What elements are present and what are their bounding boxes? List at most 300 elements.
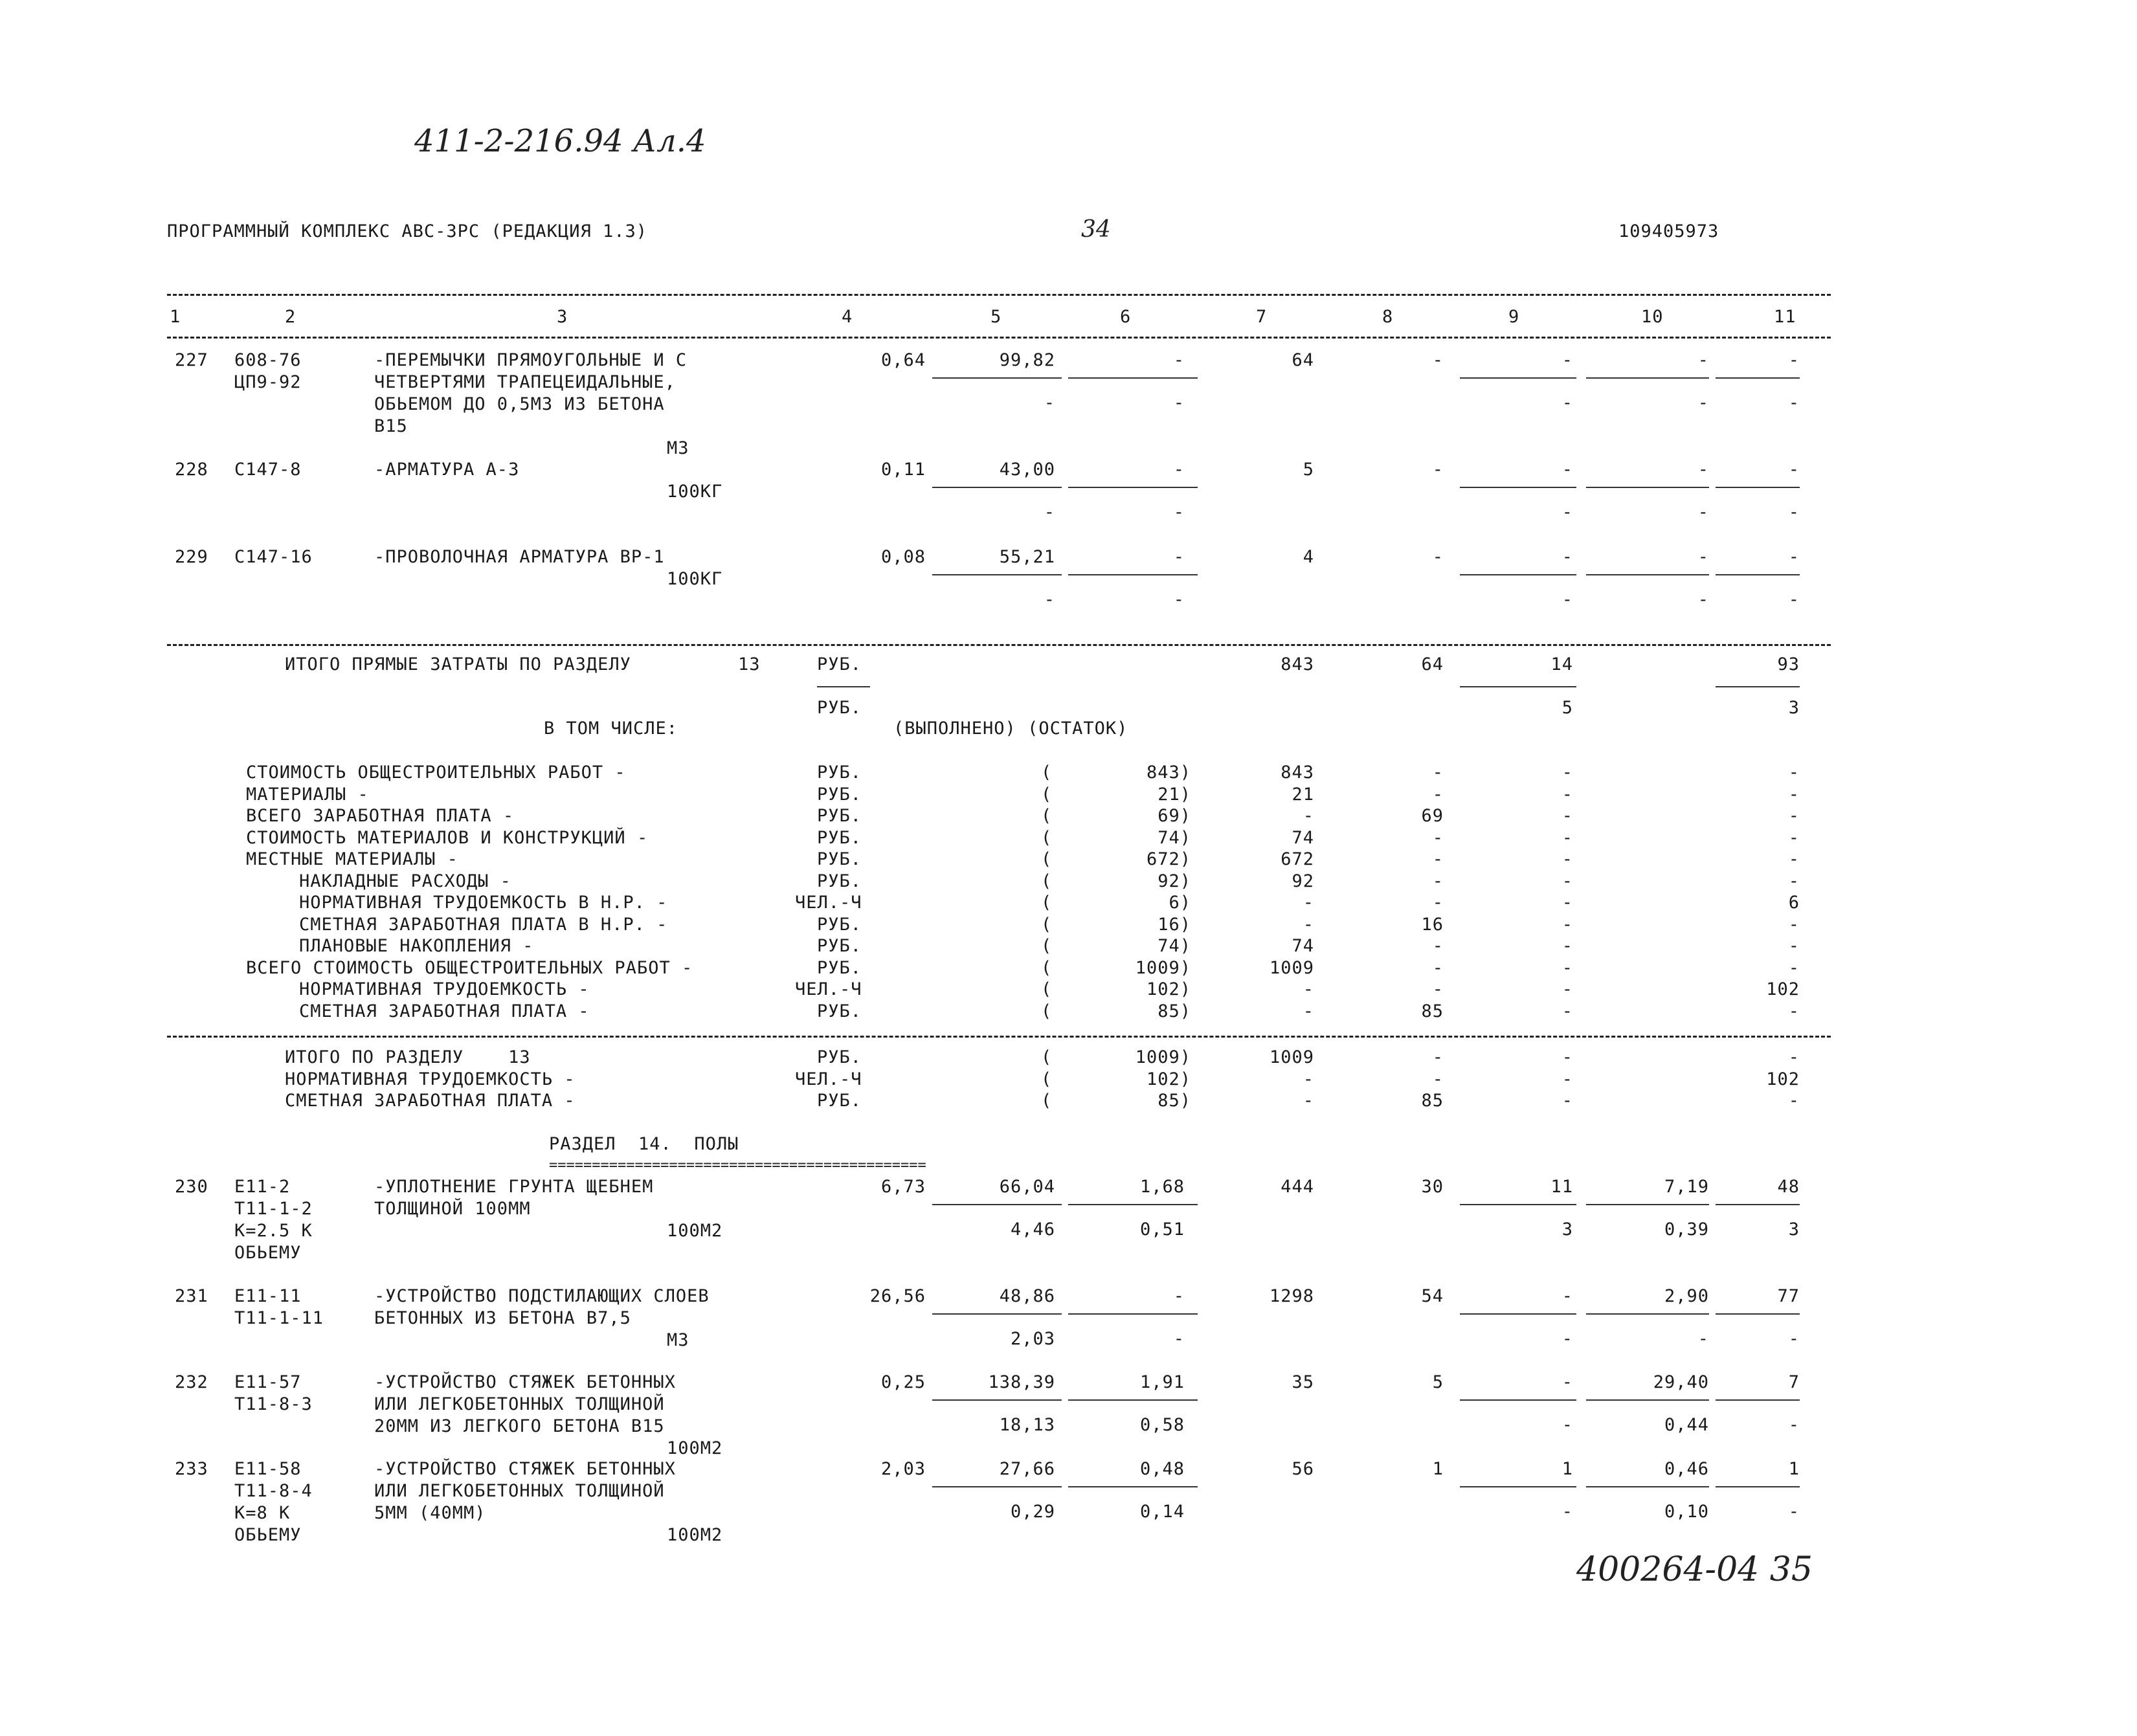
item14-c10-underline bbox=[1586, 1486, 1709, 1487]
item14-c9b: - bbox=[1561, 1415, 1573, 1435]
item14-c6b: 0,14 bbox=[1139, 1502, 1185, 1522]
breakdown-paren-value: 74) bbox=[1158, 936, 1191, 956]
item14-c10-underline bbox=[1586, 1313, 1709, 1315]
item14-c5b: 4,46 bbox=[1010, 1219, 1055, 1240]
item-c9-underline bbox=[1460, 487, 1576, 488]
section-total-c11: - bbox=[1788, 1091, 1800, 1111]
column-number: 11 bbox=[1774, 307, 1796, 327]
item14-c10b: - bbox=[1697, 1329, 1709, 1349]
item14-c10: 2,90 bbox=[1664, 1286, 1709, 1306]
breakdown-c9: - bbox=[1561, 979, 1573, 999]
item14-c9: 11 bbox=[1550, 1177, 1573, 1197]
breakdown-unit: РУБ. bbox=[817, 957, 862, 978]
section-total-c8: - bbox=[1432, 1069, 1444, 1089]
section-total-unit: РУБ. bbox=[817, 1091, 862, 1111]
totals-c9-underline bbox=[1460, 686, 1576, 687]
item-c11: - bbox=[1788, 460, 1800, 480]
item-c6: - bbox=[1173, 547, 1185, 567]
item14-code: Т11-1-11 bbox=[234, 1308, 324, 1328]
item-c10b: - bbox=[1697, 590, 1709, 610]
breakdown-paren-open: ( bbox=[1041, 936, 1053, 956]
item14-c5-underline bbox=[932, 1313, 1062, 1315]
item-description: В15 bbox=[374, 416, 408, 436]
breakdown-c7: 74 bbox=[1292, 936, 1314, 956]
item-c6-underline bbox=[1068, 487, 1198, 488]
breakdown-unit: РУБ. bbox=[817, 784, 862, 805]
breakdown-c11: - bbox=[1788, 784, 1800, 805]
item14-c6: 0,48 bbox=[1139, 1459, 1185, 1479]
breakdown-c9: - bbox=[1561, 1001, 1573, 1021]
breakdown-c7: - bbox=[1303, 914, 1314, 935]
item14-description: 5ММ (40ММ) bbox=[374, 1503, 486, 1523]
breakdown-c11: 102 bbox=[1766, 979, 1800, 999]
item14-c5: 27,66 bbox=[999, 1459, 1055, 1479]
item-c9: - bbox=[1561, 350, 1573, 370]
item-code: С147-16 bbox=[234, 547, 313, 567]
item14-c5b: 2,03 bbox=[1010, 1329, 1055, 1349]
breakdown-unit: РУБ. bbox=[817, 849, 862, 869]
item-c10-underline bbox=[1586, 377, 1709, 379]
item14-c9: - bbox=[1561, 1286, 1573, 1306]
item14-c11b: - bbox=[1788, 1502, 1800, 1522]
column-number: 9 bbox=[1508, 307, 1520, 327]
breakdown-paren-value: 16) bbox=[1158, 914, 1191, 935]
item14-description: ИЛИ ЛЕГКОБЕТОННЫХ ТОЛЩИНОЙ bbox=[374, 1394, 665, 1414]
item-c11-underline bbox=[1716, 377, 1800, 379]
totals-c11: 93 bbox=[1777, 654, 1800, 674]
section-total-label: СМЕТНАЯ ЗАРАБОТНАЯ ПЛАТА - bbox=[285, 1091, 576, 1111]
breakdown-label: ВСЕГО СТОИМОСТЬ ОБЩЕСТРОИТЕЛЬНЫХ РАБОТ - bbox=[246, 957, 693, 978]
breakdown-c11: - bbox=[1788, 806, 1800, 826]
item14-c5b: 18,13 bbox=[999, 1415, 1055, 1435]
item14-c5-underline bbox=[932, 1399, 1062, 1401]
item14-c9: - bbox=[1561, 1372, 1573, 1392]
item-unit: М3 bbox=[667, 438, 689, 458]
item14-c8: 5 bbox=[1432, 1372, 1444, 1392]
breakdown-label: СТОИМОСТЬ МАТЕРИАЛОВ И КОНСТРУКЦИЙ - bbox=[246, 827, 649, 848]
rule-header-bottom bbox=[167, 337, 1831, 339]
item-c10-underline bbox=[1586, 574, 1709, 575]
item14-description: ИЛИ ЛЕГКОБЕТОННЫХ ТОЛЩИНОЙ bbox=[374, 1481, 665, 1501]
item14-c5: 138,39 bbox=[988, 1372, 1055, 1392]
item14-c7: 444 bbox=[1281, 1177, 1314, 1197]
item-number: 229 bbox=[175, 547, 208, 567]
breakdown-c9: - bbox=[1561, 784, 1573, 805]
breakdown-paren-open: ( bbox=[1041, 762, 1053, 783]
totals-c8: 64 bbox=[1421, 654, 1444, 674]
breakdown-c8: 16 bbox=[1421, 914, 1444, 935]
item14-c11-underline bbox=[1716, 1399, 1800, 1401]
item-c6b: - bbox=[1173, 590, 1185, 610]
item14-description: ТОЛЩИНОЙ 100ММ bbox=[374, 1199, 531, 1219]
section-14-underline: ============================================ bbox=[549, 1157, 926, 1174]
item-c5: 43,00 bbox=[999, 460, 1055, 480]
item-code: С147-8 bbox=[234, 460, 302, 480]
handwritten-page-number: 34 bbox=[1081, 216, 1111, 243]
item14-c5b: 0,29 bbox=[1010, 1502, 1055, 1522]
breakdown-paren-value: 843) bbox=[1146, 762, 1191, 783]
item-c9: - bbox=[1561, 547, 1573, 567]
column-number: 8 bbox=[1382, 307, 1394, 327]
item-c8: - bbox=[1432, 460, 1444, 480]
item14-c9-underline bbox=[1460, 1204, 1576, 1205]
item14-c4: 6,73 bbox=[880, 1177, 926, 1197]
breakdown-c9: - bbox=[1561, 762, 1573, 783]
item-c6b: - bbox=[1173, 393, 1185, 413]
breakdown-unit: ЧЕЛ.-Ч bbox=[795, 979, 862, 999]
item14-code: Т11-8-3 bbox=[234, 1394, 313, 1414]
section-total-c7: - bbox=[1303, 1069, 1314, 1089]
item14-description: 20ММ ИЗ ЛЕГКОГО БЕТОНА В15 bbox=[374, 1416, 665, 1436]
item-c5b: - bbox=[1044, 590, 1055, 610]
breakdown-c8: - bbox=[1432, 957, 1444, 978]
rule-section-total bbox=[167, 1036, 1831, 1038]
item14-c9-underline bbox=[1460, 1399, 1576, 1401]
item14-c6b: - bbox=[1173, 1329, 1185, 1349]
item-number: 228 bbox=[175, 460, 208, 480]
column-number: 6 bbox=[1120, 307, 1132, 327]
item14-code: Т11-1-2 bbox=[234, 1199, 313, 1219]
item14-c9b: - bbox=[1561, 1329, 1573, 1349]
item14-c11b: - bbox=[1788, 1329, 1800, 1349]
totals-c7: 843 bbox=[1281, 654, 1314, 674]
item-c9b: - bbox=[1561, 393, 1573, 413]
item14-c5: 66,04 bbox=[999, 1177, 1055, 1197]
item14-c11-underline bbox=[1716, 1204, 1800, 1205]
breakdown-c8: - bbox=[1432, 979, 1444, 999]
item-c9-underline bbox=[1460, 377, 1576, 379]
breakdown-paren-open: ( bbox=[1041, 871, 1053, 891]
totals-unit2: РУБ. bbox=[817, 698, 862, 718]
breakdown-c11: - bbox=[1788, 936, 1800, 956]
item-c7: 5 bbox=[1303, 460, 1314, 480]
breakdown-c9: - bbox=[1561, 914, 1573, 935]
breakdown-c7: 1009 bbox=[1269, 957, 1314, 978]
totals-section: 13 bbox=[738, 654, 761, 674]
breakdown-paren-open: ( bbox=[1041, 957, 1053, 978]
item14-c11: 48 bbox=[1777, 1177, 1800, 1197]
item14-code: Е11-58 bbox=[234, 1459, 302, 1479]
item14-number: 231 bbox=[175, 1286, 208, 1306]
breakdown-c8: - bbox=[1432, 871, 1444, 891]
item14-c8: 1 bbox=[1432, 1459, 1444, 1479]
breakdown-c7: 672 bbox=[1281, 849, 1314, 869]
item-c6: - bbox=[1173, 460, 1185, 480]
item14-c11b: 3 bbox=[1788, 1219, 1800, 1240]
item-c10b: - bbox=[1697, 502, 1709, 522]
totals-c9: 14 bbox=[1550, 654, 1573, 674]
section-total-c7: - bbox=[1303, 1091, 1314, 1111]
breakdown-c11: - bbox=[1788, 849, 1800, 869]
rule-top bbox=[167, 294, 1831, 296]
item14-c10b: 0,39 bbox=[1664, 1219, 1709, 1240]
item-c5b: - bbox=[1044, 393, 1055, 413]
breakdown-paren-value: 69) bbox=[1158, 806, 1191, 826]
section-total-c11: - bbox=[1788, 1047, 1800, 1067]
breakdown-paren-value: 21) bbox=[1158, 784, 1191, 805]
including-label: В ТОМ ЧИСЛЕ: bbox=[544, 718, 678, 739]
item14-unit: М3 bbox=[667, 1330, 689, 1350]
breakdown-c8: - bbox=[1432, 849, 1444, 869]
breakdown-paren-value: 672) bbox=[1146, 849, 1191, 869]
item14-code: Е11-57 bbox=[234, 1372, 302, 1392]
item14-c6-underline bbox=[1068, 1399, 1198, 1401]
item-c4: 0,08 bbox=[880, 547, 926, 567]
breakdown-label: СМЕТНАЯ ЗАРАБОТНАЯ ПЛАТА В Н.Р. - bbox=[299, 914, 668, 935]
section-total-c9: - bbox=[1561, 1069, 1573, 1089]
item-c10: - bbox=[1697, 350, 1709, 370]
item-c4: 0,64 bbox=[880, 350, 926, 370]
item-description: ЧЕТВЕРТЯМИ ТРАПЕЦЕИДАЛЬНЫЕ, bbox=[374, 372, 676, 392]
item14-c11: 1 bbox=[1788, 1459, 1800, 1479]
item-c11b: - bbox=[1788, 590, 1800, 610]
breakdown-c9: - bbox=[1561, 827, 1573, 848]
breakdown-c8: 69 bbox=[1421, 806, 1444, 826]
item14-c11: 7 bbox=[1788, 1372, 1800, 1392]
section-total-c8: - bbox=[1432, 1047, 1444, 1067]
breakdown-label: МЕСТНЫЕ МАТЕРИАЛЫ - bbox=[246, 849, 458, 869]
item14-c11b: - bbox=[1788, 1415, 1800, 1435]
item-c11b: - bbox=[1788, 393, 1800, 413]
item14-number: 233 bbox=[175, 1459, 208, 1479]
breakdown-paren-value: 102) bbox=[1146, 979, 1191, 999]
breakdown-unit: РУБ. bbox=[817, 806, 862, 826]
item14-c11-underline bbox=[1716, 1486, 1800, 1487]
item-code: ЦП9-92 bbox=[234, 372, 302, 392]
item-c5-underline bbox=[932, 574, 1062, 575]
item-c11: - bbox=[1788, 350, 1800, 370]
breakdown-paren-open: ( bbox=[1041, 914, 1053, 935]
breakdown-c11: - bbox=[1788, 871, 1800, 891]
breakdown-label: ВСЕГО ЗАРАБОТНАЯ ПЛАТА - bbox=[246, 806, 515, 826]
item14-c6: 1,91 bbox=[1139, 1372, 1185, 1392]
breakdown-c11: 6 bbox=[1788, 893, 1800, 913]
item-c5: 55,21 bbox=[999, 547, 1055, 567]
item-c10: - bbox=[1697, 460, 1709, 480]
breakdown-c7: 92 bbox=[1292, 871, 1314, 891]
item-c6b: - bbox=[1173, 502, 1185, 522]
item-c6-underline bbox=[1068, 574, 1198, 575]
item14-c7: 35 bbox=[1292, 1372, 1314, 1392]
item14-c6-underline bbox=[1068, 1204, 1198, 1205]
totals-unit-underline bbox=[817, 686, 870, 687]
breakdown-c11: - bbox=[1788, 957, 1800, 978]
section-total-paren-value: 85) bbox=[1158, 1091, 1191, 1111]
breakdown-unit: РУБ. bbox=[817, 914, 862, 935]
item14-c5: 48,86 bbox=[999, 1286, 1055, 1306]
item-code: 608-76 bbox=[234, 350, 302, 370]
section-total-label: ИТОГО ПО РАЗДЕЛУ 13 bbox=[285, 1047, 531, 1067]
item-number: 227 bbox=[175, 350, 208, 370]
breakdown-label: НОРМАТИВНАЯ ТРУДОЕМКОСТЬ В Н.Р. - bbox=[299, 893, 668, 913]
breakdown-paren-open: ( bbox=[1041, 849, 1053, 869]
item14-code: ОБЬЕМУ bbox=[234, 1525, 302, 1545]
column-number: 4 bbox=[842, 307, 853, 327]
column-number: 1 bbox=[170, 307, 181, 327]
item-c5-underline bbox=[932, 377, 1062, 379]
item-c11-underline bbox=[1716, 487, 1800, 488]
item-c11: - bbox=[1788, 547, 1800, 567]
item-c11-underline bbox=[1716, 574, 1800, 575]
section-total-paren-open: ( bbox=[1041, 1047, 1053, 1067]
item14-number: 232 bbox=[175, 1372, 208, 1392]
section-total-label: НОРМАТИВНАЯ ТРУДОЕМКОСТЬ - bbox=[285, 1069, 576, 1089]
item-unit: 100КГ bbox=[667, 569, 723, 589]
item14-c10: 0,46 bbox=[1664, 1459, 1709, 1479]
item14-c9-underline bbox=[1460, 1313, 1576, 1315]
item14-c9b: - bbox=[1561, 1502, 1573, 1522]
handwritten-footer-ref: 400264-04 35 bbox=[1576, 1550, 1813, 1589]
breakdown-c7: 74 bbox=[1292, 827, 1314, 848]
item14-description: БЕТОННЫХ ИЗ БЕТОНА В7,5 bbox=[374, 1308, 631, 1328]
item-c5-underline bbox=[932, 487, 1062, 488]
item14-c10-underline bbox=[1586, 1399, 1709, 1401]
item14-c11-underline bbox=[1716, 1313, 1800, 1315]
item-c4: 0,11 bbox=[880, 460, 926, 480]
item-description: -ПРОВОЛОЧНАЯ АРМАТУРА ВР-1 bbox=[374, 547, 665, 567]
section-14-title: РАЗДЕЛ 14. ПОЛЫ bbox=[549, 1134, 739, 1154]
item14-c10-underline bbox=[1586, 1204, 1709, 1205]
item14-c6b: 0,51 bbox=[1139, 1219, 1185, 1240]
item14-c6-underline bbox=[1068, 1313, 1198, 1315]
section-total-paren-value: 102) bbox=[1146, 1069, 1191, 1089]
item-c9: - bbox=[1561, 460, 1573, 480]
item14-c5-underline bbox=[932, 1486, 1062, 1487]
breakdown-paren-open: ( bbox=[1041, 827, 1053, 848]
item14-unit: 100М2 bbox=[667, 1525, 723, 1545]
breakdown-label: НОРМАТИВНАЯ ТРУДОЕМКОСТЬ - bbox=[299, 979, 590, 999]
breakdown-unit: РУБ. bbox=[817, 936, 862, 956]
breakdown-c11: - bbox=[1788, 762, 1800, 783]
item14-c4: 2,03 bbox=[880, 1459, 926, 1479]
done-rest-label: (ВЫПОЛНЕНО) (ОСТАТОК) bbox=[893, 718, 1128, 739]
section-total-paren-value: 1009) bbox=[1135, 1047, 1191, 1067]
item14-c8: 54 bbox=[1421, 1286, 1444, 1306]
breakdown-paren-value: 74) bbox=[1158, 827, 1191, 848]
item14-code: К=2.5 К bbox=[234, 1221, 313, 1241]
breakdown-c7: - bbox=[1303, 893, 1314, 913]
item-description: -АРМАТУРА А-3 bbox=[374, 460, 520, 480]
column-number: 10 bbox=[1641, 307, 1664, 327]
document-code: 109405973 bbox=[1618, 221, 1719, 241]
breakdown-c11: - bbox=[1788, 827, 1800, 848]
section-total-c9: - bbox=[1561, 1047, 1573, 1067]
breakdown-c7: - bbox=[1303, 979, 1314, 999]
item14-code: Т11-8-4 bbox=[234, 1481, 313, 1501]
breakdown-c7: - bbox=[1303, 1001, 1314, 1021]
item14-code: К=8 К bbox=[234, 1503, 291, 1523]
breakdown-paren-value: 6) bbox=[1169, 893, 1191, 913]
item14-c8: 30 bbox=[1421, 1177, 1444, 1197]
section-total-c11: 102 bbox=[1766, 1069, 1800, 1089]
breakdown-c9: - bbox=[1561, 849, 1573, 869]
item-c10-underline bbox=[1586, 487, 1709, 488]
totals-unit: РУБ. bbox=[817, 654, 862, 674]
breakdown-c8: - bbox=[1432, 827, 1444, 848]
item14-description: -УСТРОЙСТВО СТЯЖЕК БЕТОННЫХ bbox=[374, 1372, 676, 1392]
breakdown-paren-value: 85) bbox=[1158, 1001, 1191, 1021]
item14-c6b: 0,58 bbox=[1139, 1415, 1185, 1435]
item-description: -ПЕРЕМЫЧКИ ПРЯМОУГОЛЬНЫЕ И С bbox=[374, 350, 688, 370]
item-c9b: - bbox=[1561, 590, 1573, 610]
section-total-paren-open: ( bbox=[1041, 1069, 1053, 1089]
item14-c11: 77 bbox=[1777, 1286, 1800, 1306]
breakdown-unit: РУБ. bbox=[817, 1001, 862, 1021]
item14-c4: 0,25 bbox=[880, 1372, 926, 1392]
breakdown-c9: - bbox=[1561, 806, 1573, 826]
breakdown-c7: 21 bbox=[1292, 784, 1314, 805]
column-number: 5 bbox=[990, 307, 1002, 327]
breakdown-c11: - bbox=[1788, 914, 1800, 935]
item14-c7: 56 bbox=[1292, 1459, 1314, 1479]
item14-c6: - bbox=[1173, 1286, 1185, 1306]
item-c8: - bbox=[1432, 350, 1444, 370]
item14-c10: 29,40 bbox=[1653, 1372, 1709, 1392]
breakdown-unit: РУБ. bbox=[817, 827, 862, 848]
breakdown-paren-open: ( bbox=[1041, 806, 1053, 826]
totals-label: ИТОГО ПРЯМЫЕ ЗАТРАТЫ ПО РАЗДЕЛУ bbox=[285, 654, 631, 674]
section-total-c8: 85 bbox=[1421, 1091, 1444, 1111]
item-c5b: - bbox=[1044, 502, 1055, 522]
breakdown-c9: - bbox=[1561, 893, 1573, 913]
item14-unit: 100М2 bbox=[667, 1438, 723, 1458]
breakdown-unit: РУБ. bbox=[817, 871, 862, 891]
breakdown-unit: РУБ. bbox=[817, 762, 862, 783]
totals-c11-underline bbox=[1716, 686, 1800, 687]
breakdown-paren-open: ( bbox=[1041, 893, 1053, 913]
breakdown-paren-open: ( bbox=[1041, 784, 1053, 805]
item-unit: 100КГ bbox=[667, 482, 723, 502]
breakdown-c8: - bbox=[1432, 893, 1444, 913]
breakdown-paren-open: ( bbox=[1041, 979, 1053, 999]
section-total-c9: - bbox=[1561, 1091, 1573, 1111]
breakdown-paren-open: ( bbox=[1041, 1001, 1053, 1021]
item-c9-underline bbox=[1460, 574, 1576, 575]
item14-code: ОБЬЕМУ bbox=[234, 1243, 302, 1263]
item14-description: -УСТРОЙСТВО СТЯЖЕК БЕТОННЫХ bbox=[374, 1459, 676, 1479]
breakdown-c9: - bbox=[1561, 936, 1573, 956]
section-total-c7: 1009 bbox=[1269, 1047, 1314, 1067]
item14-c6-underline bbox=[1068, 1486, 1198, 1487]
item14-c9b: 3 bbox=[1561, 1219, 1573, 1240]
totals-c11b: 3 bbox=[1788, 698, 1800, 718]
item14-description: -УПЛОТНЕНИЕ ГРУНТА ЩЕБНЕМ bbox=[374, 1177, 654, 1197]
item-c9b: - bbox=[1561, 502, 1573, 522]
item-c6-underline bbox=[1068, 377, 1198, 379]
breakdown-paren-value: 92) bbox=[1158, 871, 1191, 891]
item14-code: Е11-11 bbox=[234, 1286, 302, 1306]
breakdown-label: ПЛАНОВЫЕ НАКОПЛЕНИЯ - bbox=[299, 936, 534, 956]
item-description: ОБЬЕМОМ ДО 0,5М3 ИЗ БЕТОНА bbox=[374, 394, 665, 414]
item14-c10b: 0,44 bbox=[1664, 1415, 1709, 1435]
handwritten-doc-ref: 411-2-216.94 Ал.4 bbox=[414, 123, 706, 159]
item14-number: 230 bbox=[175, 1177, 208, 1197]
column-number: 7 bbox=[1256, 307, 1268, 327]
item14-c6: 1,68 bbox=[1139, 1177, 1185, 1197]
item-c5: 99,82 bbox=[999, 350, 1055, 370]
breakdown-c9: - bbox=[1561, 871, 1573, 891]
item14-code: Е11-2 bbox=[234, 1177, 291, 1197]
item14-c10: 7,19 bbox=[1664, 1177, 1709, 1197]
breakdown-c7: 843 bbox=[1281, 762, 1314, 783]
program-title: ПРОГРАММНЫЙ КОМПЛЕКС АВС-3РС (РЕДАКЦИЯ 1.3) bbox=[167, 221, 647, 241]
totals-c9b: 5 bbox=[1561, 698, 1573, 718]
breakdown-unit: ЧЕЛ.-Ч bbox=[795, 893, 862, 913]
item14-c9-underline bbox=[1460, 1486, 1576, 1487]
rule-totals-top bbox=[167, 644, 1831, 646]
breakdown-label: СМЕТНАЯ ЗАРАБОТНАЯ ПЛАТА - bbox=[299, 1001, 590, 1021]
item-c11b: - bbox=[1788, 502, 1800, 522]
